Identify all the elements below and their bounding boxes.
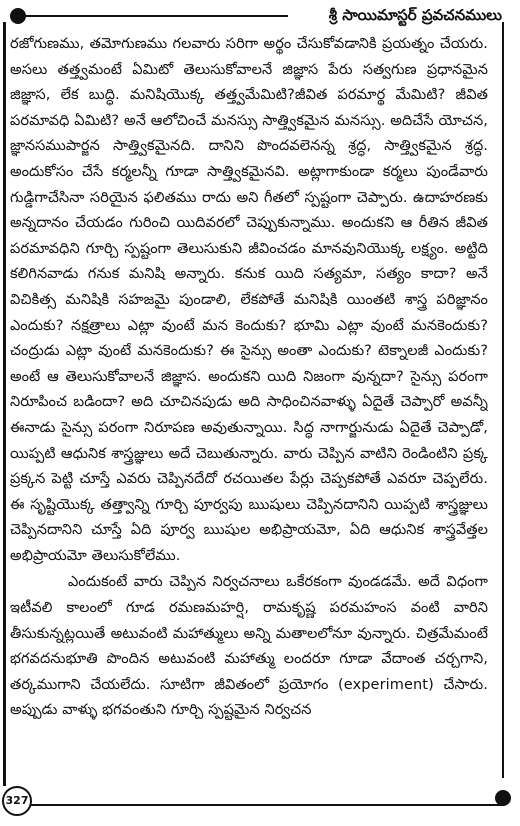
body-paragraph: రజోగుణము, తమోగుణము గలవారు సరిగా అర్థం చేసుకోవడానికి ప్రయత్నం చేయరు. అసలు తత్త్వమంటే ఏమిటో తెలుసుకోవాలనే జిజ్ఞాస పేరు సత్వగుణ ప్రధానమైన జిజ్ఞాస, లేక బుద్ధి. మనిషియొక్క తత్త్వమేమిటి?జీవిత పరమార్థ మేమిటి? జీవిత పరమావధి ఏమిటి? అనే ఆలోచించే మనస్సు సాత్త్వికమైన మనస్సు. అదిచేసే యోచన, జ్ఞానసముపార్జన సాత్త్వికమైనది. దానిని పొందవలెనన్న శ్రద్ధ, సాత్త్వికమైన శ్రద్ధ. అందుకోసం చేసే కర్మలన్నీ గూడా సాత్త్వికమైనవి. అట్లాగాకుండా కర్మలు పుండేవారు గుడ్డిగాచేసినా సరియైన ఫలితము రాదు అని గీతలో స్పష్టంగా చెప్పారు. ఉదాహరణకు అన్నదానం చేయడం గురించి యిదివరలో చెప్పుకున్నాము. అందుకని ఆ రీతిన జీవిత పరమావధిని గూర్చి స్పష్టంగా తెలుసుకుని జీవించడం మానవునియొక్క లక్ష్యం. అట్టిది కలిగినవాడు గనుక మనిషి అన్నారు. కనుక యిది సత్యమా, సత్యం కాదా? అనే విచికిత్స మనిషికి సహజమై పుండాలి, లేకపోతే మనిషికి యింతటి శాస్త్ర పరిజ్ఞానం ఎందుకు? నక్షత్రాలు ఎట్లా వుంటే మన కెందుకు? భూమి ఎట్లా వుంటే మనకెందుకు? చంద్రుడు ఎట్లా వుంటే మనకెందుకు? ఈ సైన్సు అంతా ఎందుకు? టెక్నాలజీ ఎందుకు? అంటే ఆ తెలుసుకోవాలనే జిజ్ఞాస. అందుకని యిది నిజంగా వున్నదా? సైన్సు పరంగా నిరూపించ బడిందా? అది చూచినపుడు అది సాధించినవాళ్ళు ఏదైతే చెప్పారో అవన్నీ ఈనాడు సైన్సు పరంగా నిరూపణ అవుతున్నాయి. సిద్ధ నాగార్జునుడు ఏదైతే చెప్పాడో, యిప్పటి ఆధునిక శాస్త్రజ్ఞులు అదే చెబుతున్నారు. వారు చెప్పిన వాటిని రెండింటిని ప్రక్క ప్రక్కన పెట్టి చూస్తే ఎవరు చెప్పినదేదో రచయితల పేర్లు చెప్పకపోతే ఎవరూ చెప్పలేరు. ఈ సృష్టియొక్క తత్త్వాన్ని గూర్చి పూర్వపు ఋషులు చెప్పినదానిని యిప్పటి శాస్త్రజ్ఞులు చెప్పినదానిని చూస్తే ఏది పూర్వ ఋషుల అభిప్రాయమో, ఏది ఆధునిక శాస్త్రవేత్తల అభిప్రాయమో తెలుసుకోలేము. <box>10 36 488 564</box>
page-header <box>0 0 520 30</box>
page-body <box>10 32 488 792</box>
footer-bullet-icon <box>495 790 511 806</box>
header-rule <box>18 15 288 17</box>
book-title: శ్రీ సాయిమాస్టర్ ప్రవచనములు <box>328 6 502 24</box>
right-border-rule <box>502 22 504 778</box>
body-paragraph: ఎందుకంటే వారు చెప్పిన నిర్వచనాలు ఒకేరకంగా వుండడమే. అదే విధంగా ఇటీవలి కాలంలో గూడ రమణమహర్షి, రామకృష్ణ పరమహంస వంటి వారిని తీసుకున్నట్లయితే అటువంటి మహాత్ములు అన్ని మతాలలోనూ వున్నారు. చిత్రమేమంటే భగవదనుభూతి పొందిన అటువంటి మహాత్ము లందరూ గూడా వేదాంత చర్చగాని, తర్కముగాని చేయలేదు. సూటిగా జీవితంలో ప్రయోగం (experiment) చేసారు. అప్పుడు వాళ్ళు భగవంతుని గూర్చి స్పష్టమైన నిర్వచన <box>10 574 488 719</box>
left-border-rule <box>3 22 6 786</box>
page-number: 327 <box>2 786 32 816</box>
footer-rule <box>30 804 504 806</box>
